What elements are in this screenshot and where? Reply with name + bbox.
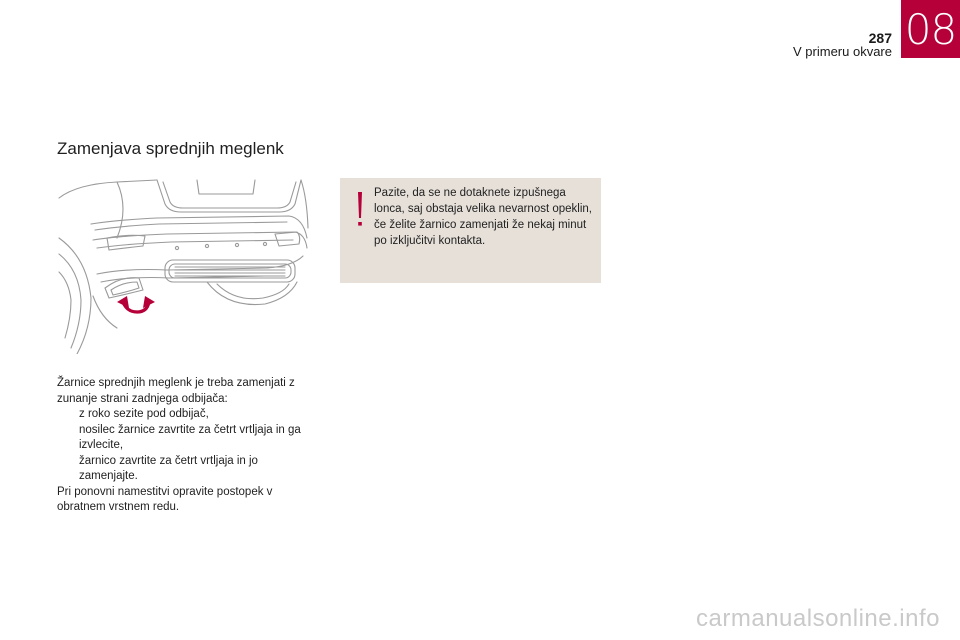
- steps-list: [57, 407, 319, 485]
- car-rear-bumper-illustration: [57, 178, 309, 354]
- exclamation-icon: [354, 190, 366, 230]
- chapter-tab: 08: [901, 0, 960, 58]
- page-number: 287: [868, 30, 892, 46]
- list-item: [57, 454, 319, 485]
- step-text: žarnico zavrtite za četrt vrtljaja in jo zamenjajte.: [79, 454, 258, 482]
- step-text: z roko sezite pod odbijač,: [79, 408, 209, 420]
- instructions: [57, 376, 319, 516]
- chapter-title: V primeru okvare: [793, 44, 892, 59]
- warning-text: Pazite, da se ne dotaknete izpušnega lonca, saj obstaja velika nevarnost opeklin, če želite žarnico zamenjati že nekaj minut po izključitvi kontakta.: [374, 187, 592, 247]
- instructions-outro: Pri ponovni namestitvi opravite postopek v obratnem vrstnem redu.: [57, 485, 273, 513]
- instructions-intro: Žarnice sprednjih meglenk je treba zamenjati z zunanje strani zadnjega odbijača:: [57, 377, 295, 405]
- list-item: [57, 407, 319, 423]
- step-text: nosilec žarnice zavrtite za četrt vrtljaja in ga izvlecite,: [79, 423, 301, 451]
- footer-watermark[interactable]: carmanualsonline.info: [696, 605, 940, 632]
- section-title: Zamenjava sprednjih meglenk: [57, 139, 284, 158]
- warning-box: [340, 178, 601, 283]
- list-item: [57, 423, 319, 454]
